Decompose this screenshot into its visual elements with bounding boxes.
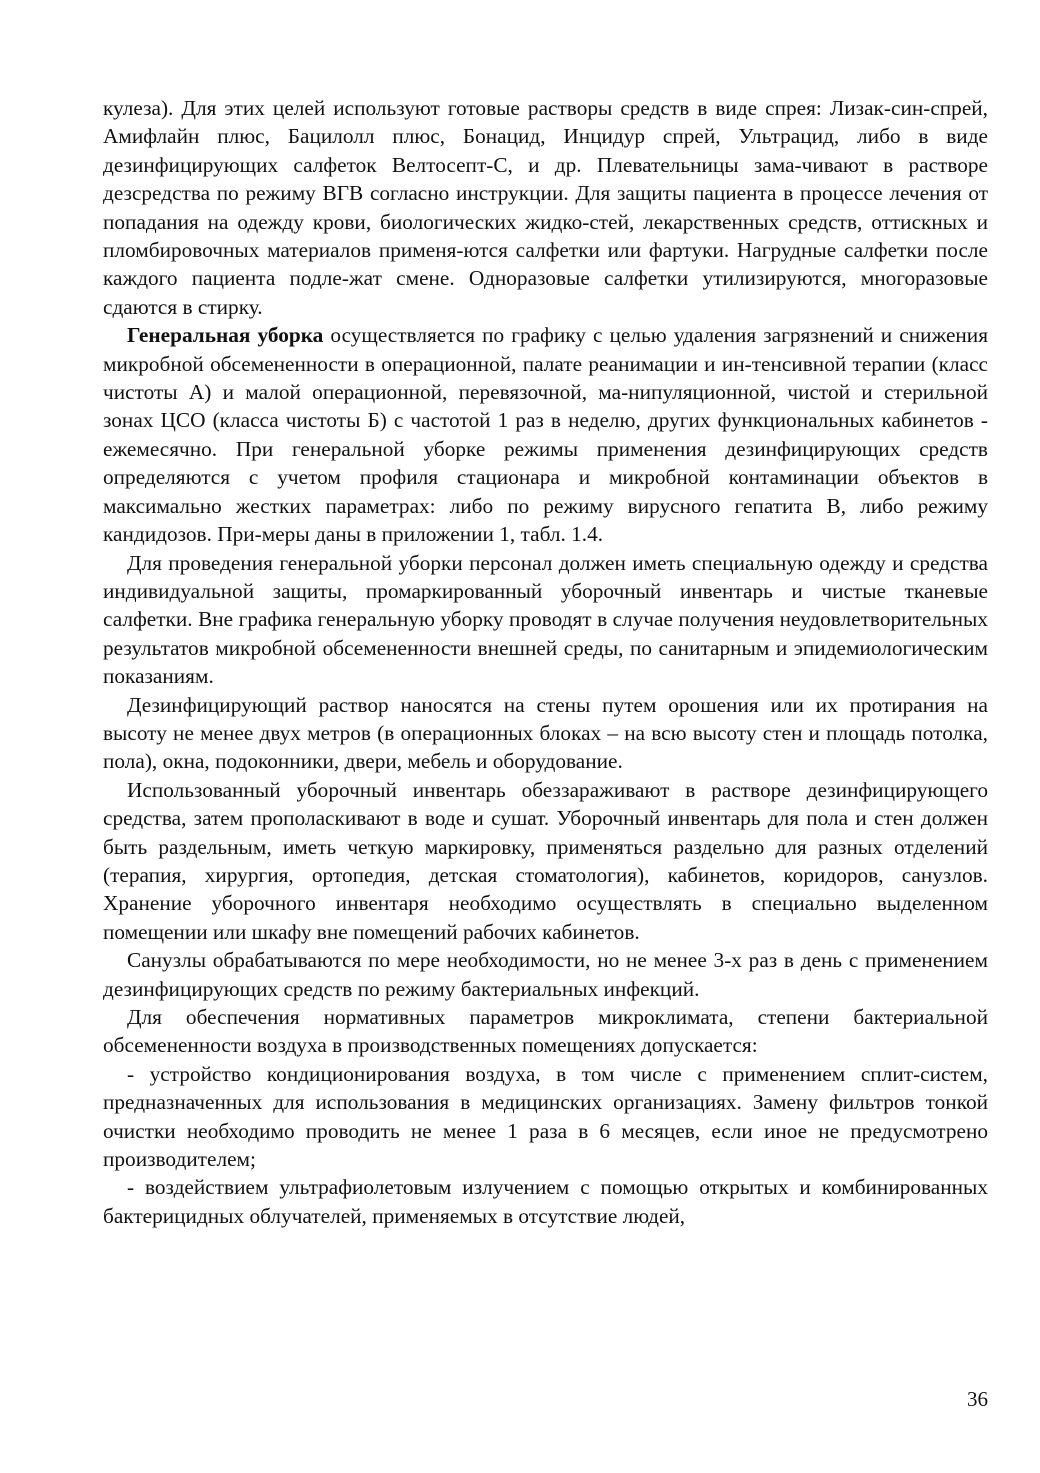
- paragraph-text: - воздействием ультрафиолетовым излучением с помощью открытых и комбинированных бактерицидных облучателей, применяемых в отсутствие людей,: [103, 1175, 988, 1228]
- paragraph-text: Санузлы обрабатываются по мере необходимости, но не менее 3-х раз в день с применением дезинфицирующих средств по режиму бактериальных инфекций.: [103, 948, 988, 1001]
- page-number: 36: [967, 1387, 988, 1411]
- term-general-cleaning: Генеральная уборка: [127, 323, 324, 348]
- paragraph-text: кулеза). Для этих целей используют готовые растворы средств в виде спрея: Лизак-син-спрей, Амифлайн плюс, Бацилолл плюс, Бонацид, Инцидур спрей, Ультрацид, либо в виде дезинфицирующих салфеток Велтосепт-С, и др. Плевательницы зама-чивают в растворе дезсредства по режиму ВГВ согласно инструкции. Для защиты пациента в процессе лечения от попадания на одежду крови, биологических жидко-стей, лекарственных средств, оттискных и пломбировочных материалов применя-ются салфетки или фартуки. Нагрудные салфетки после каждого пациента подле-жат смене. Одноразовые салфетки утилизируются, многоразовые сдаются в стирку.: [103, 96, 988, 319]
- paragraph-text: Для проведения генеральной уборки персонал должен иметь специальную одежду и средства индивидуальной защиты, промаркированный уборочный инвентарь и чистые тканевые салфетки. Вне графика генеральную уборку проводят в случае получения неудовлетворительных результатов микробной обсемененности внешней среды, по санитарным и эпидемиологическим показаниям.: [103, 550, 988, 689]
- paragraph-text: Дезинфицирующий раствор наносятся на стены путем орошения или их протирания на высоту не менее двух метров (в операционных блоках – на всю высоту стен и площадь потолка, пола), окна, подоконники, двери, мебель и оборудование.: [103, 692, 988, 774]
- paragraph-text: Использованный уборочный инвентарь обеззараживают в растворе дезинфицирующего средства, затем прополаскивают в воде и сушат. Уборочный инвентарь для пола и стен должен быть раздельным, иметь четкую маркировку, применяться раздельно для разных отделений (терапия, хирургия, ортопедия, детская стоматология), кабинетов, коридоров, санузлов. Хранение уборочного инвентаря необходимо осуществлять в специально выделенном помещении или шкафу вне помещений рабочих кабинетов.: [103, 777, 988, 944]
- paragraph-text: осуществляется по графику с целью удаления загрязнений и снижения микробной обсемененности в операционной, палате реанимации и ин-тенсивной терапии (класс чистоты А) и малой операционной, перевязочной, ма-нипуляционной, чистой и стерильной зонах ЦСО (класса чистоты Б) с частотой 1 раз в неделю, других функциональных кабинетов - ежемесячно. При генеральной уборке режимы применения дезинфицирующих средств определяются с учетом профиля стационара и микробной контаминации объектов в максимально жестких параметрах: либо по режиму вирусного гепатита В, либо режиму кандидозов. При-меры даны в приложении 1, табл. 1.4.: [103, 323, 989, 547]
- paragraph-restrooms: [103, 946, 988, 1003]
- paragraph-wall-treatment: [103, 691, 988, 776]
- list-item-air-conditioning: [103, 1060, 988, 1174]
- paragraph-staff-equipment: [103, 549, 988, 691]
- list-item-ultraviolet: [103, 1173, 988, 1230]
- paragraph-text: Для обеспечения нормативных параметров микроклимата, степени бактериальной обсемененности воздуха в производственных помещениях допускается:: [103, 1005, 988, 1058]
- paragraph-disinfection-sprays: [103, 94, 988, 321]
- paragraph-microclimate: [103, 1003, 988, 1060]
- paragraph-general-cleaning: [103, 321, 988, 548]
- document-page: [103, 94, 988, 1230]
- paragraph-text: - устройство кондиционирования воздуха, в том числе с применением сплит-систем, предназначенных для использования в медицинских организациях. Замену фильтров тонкой очистки необходимо проводить не менее 1 раза в 6 месяцев, если иное не предусмотрено производителем;: [103, 1061, 988, 1172]
- paragraph-cleaning-inventory: [103, 776, 988, 946]
